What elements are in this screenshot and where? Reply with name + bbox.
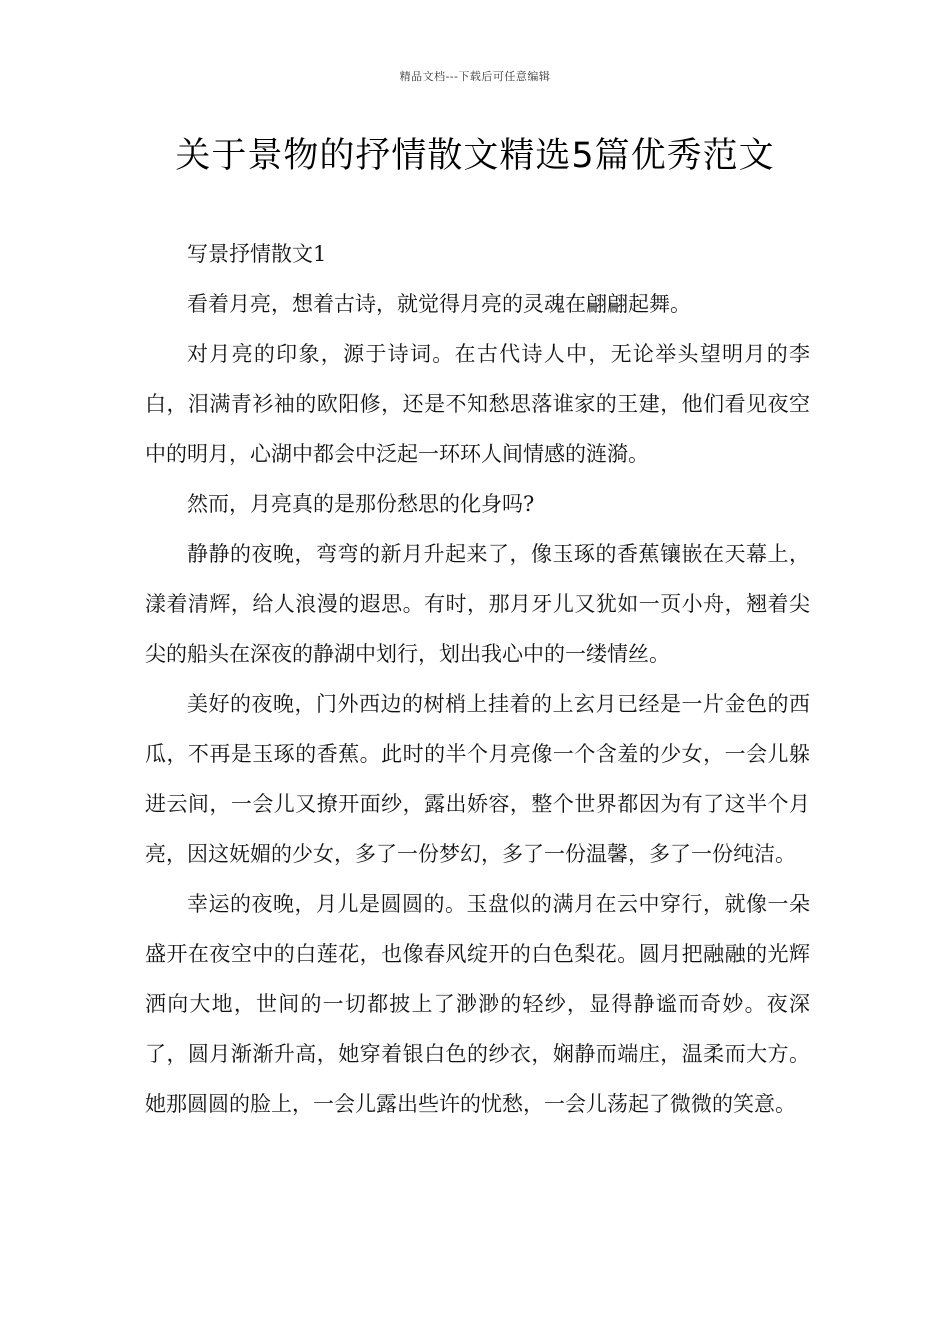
paragraph: 静静的夜晚，弯弯的新月升起来了，像玉琢的香蕉镶嵌在天幕上，漾着清辉，给人浪漫的遐思。有时，那月牙儿又犹如一页小舟，翘着尖尖的船头在深夜的静湖中划行，划出我心中的一缕情丝。 [145, 542, 810, 666]
paragraph: 看着月亮，想着古诗，就觉得月亮的灵魂在翩翩起舞。 [187, 292, 691, 316]
section-heading: 写景抒情散文1 [187, 242, 327, 266]
document-body [145, 229, 810, 1129]
header-note: 精品文档---下载后可任意编辑 [399, 70, 551, 83]
paragraph: 美好的夜晚，门外西边的树梢上挂着的上玄月已经是一片金色的西瓜，不再是玉琢的香蕉。此时的半个月亮像一个含羞的少女，一会儿躲进云间，一会儿又撩开面纱，露出娇容，整个世界都因为有了这半个月亮，因这妩媚的少女，多了一份梦幻，多了一份温馨，多了一份纯洁。 [145, 692, 810, 866]
paragraph: 对月亮的印象，源于诗词。在古代诗人中，无论举头望明月的李白，泪满青衫袖的欧阳修，还是不知愁思落谁家的王建，他们看见夜空中的明月，心湖中都会中泛起一环环人间情感的涟漪。 [145, 342, 810, 466]
document-title: 关于景物的抒情散文精选5篇优秀范文 [175, 136, 775, 176]
paragraph: 幸运的夜晚，月儿是圆圆的。玉盘似的满月在云中穿行，就像一朵盛开在夜空中的白莲花，也像春风绽开的白色梨花。圆月把融融的光辉洒向大地，世间的一切都披上了渺渺的轻纱，显得静谧而奇妙。夜深了，圆月渐渐升高，她穿着银白色的纱衣，娴静而端庄，温柔而大方。她那圆圆的脸上，一会儿露出些许的忧愁，一会儿荡起了微微的笑意。 [145, 892, 810, 1116]
paragraph: 然而，月亮真的是那份愁思的化身吗? [187, 492, 535, 516]
